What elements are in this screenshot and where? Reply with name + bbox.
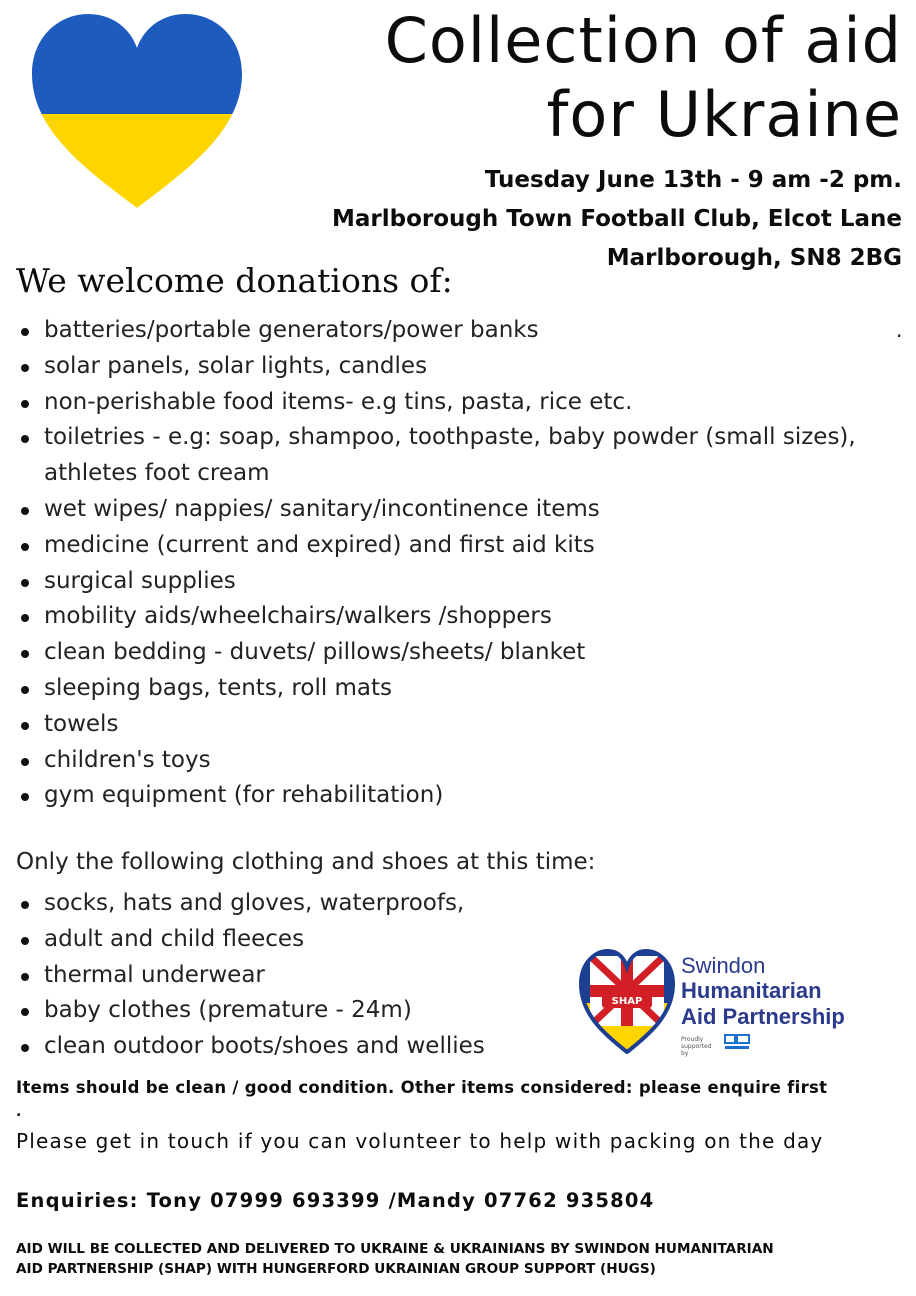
list-item: baby clothes (premature - 24m) [16,993,576,1029]
clothing-list [16,886,576,1065]
event-venue: Marlborough Town Football Club, Elcot Lane [332,206,902,232]
shap-logo [578,948,878,1058]
title-line-1: Collection of aid [384,4,902,77]
page-title [282,4,902,152]
list-item: mobility aids/wheelchairs/walkers /shoppers [16,599,866,635]
list-item: sleeping bags, tents, roll mats [16,671,866,707]
stray-mark: . [896,318,903,342]
list-item: thermal underwear [16,958,576,994]
list-item: children's toys [16,743,866,779]
volunteer-note: Please get in touch if you can volunteer to help with packing on the day [16,1129,824,1153]
list-item: solar panels, solar lights, candles [16,349,866,385]
shap-union-jack-heart-icon [578,948,676,1054]
footer-statement [16,1239,906,1279]
supported-by-label: Proudly supported by [681,1036,712,1057]
list-item: surgical supplies [16,564,866,600]
list-item: clean outdoor boots/shoes and wellies [16,1029,576,1065]
note-dot: . [16,1104,22,1120]
logo-line-3: Aid Partnership [681,1004,845,1029]
logo-line-1: Swindon [681,953,766,978]
list-item: towels [16,707,866,743]
list-item: non-perishable food items- e.g tins, pasta, rice etc. [16,385,866,421]
donation-list [16,313,866,814]
list-item: batteries/portable generators/power banks [16,313,866,349]
clothing-heading: Only the following clothing and shoes at this time: [16,849,596,875]
list-item: clean bedding - duvets/ pillows/sheets/ blanket [16,635,866,671]
list-item: toiletries - e.g: soap, shampoo, toothpaste, baby powder (small sizes), athletes foot cream [16,420,866,492]
shap-badge-text: SHAP [611,996,643,1007]
list-item: gym equipment (for rehabilitation) [16,778,866,814]
donations-heading: We welcome donations of: [16,261,453,300]
list-item: medicine (current and expired) and first aid kits [16,528,866,564]
event-town: Marlborough, SN8 2BG [606,245,902,271]
footer-line-1: AID WILL BE COLLECTED AND DELIVERED TO UKRAINE & UKRAINIANS BY SWINDON HUMANITARIAN [16,1241,774,1257]
condition-note: Items should be clean / good condition. Other items considered: please enquire first [16,1078,828,1097]
list-item: socks, hats and gloves, waterproofs, [16,886,576,922]
sponsor-logo-icon [724,1034,750,1050]
list-item: wet wipes/ nappies/ sanitary/incontinence items [16,492,866,528]
enquiries-contact: Enquiries: Tony 07999 693399 /Mandy 07762 935804 [16,1189,655,1212]
event-date-time: Tuesday June 13th - 9 am -2 pm. [484,167,902,193]
title-line-2: for Ukraine [546,78,902,151]
shap-logo-text [681,954,845,1030]
list-item: adult and child fleeces [16,922,576,958]
logo-line-2: Humanitarian [681,978,822,1003]
footer-line-2: AID PARTNERSHIP (SHAP) WITH HUNGERFORD UKRAINIAN GROUP SUPPORT (HUGS) [16,1261,656,1277]
